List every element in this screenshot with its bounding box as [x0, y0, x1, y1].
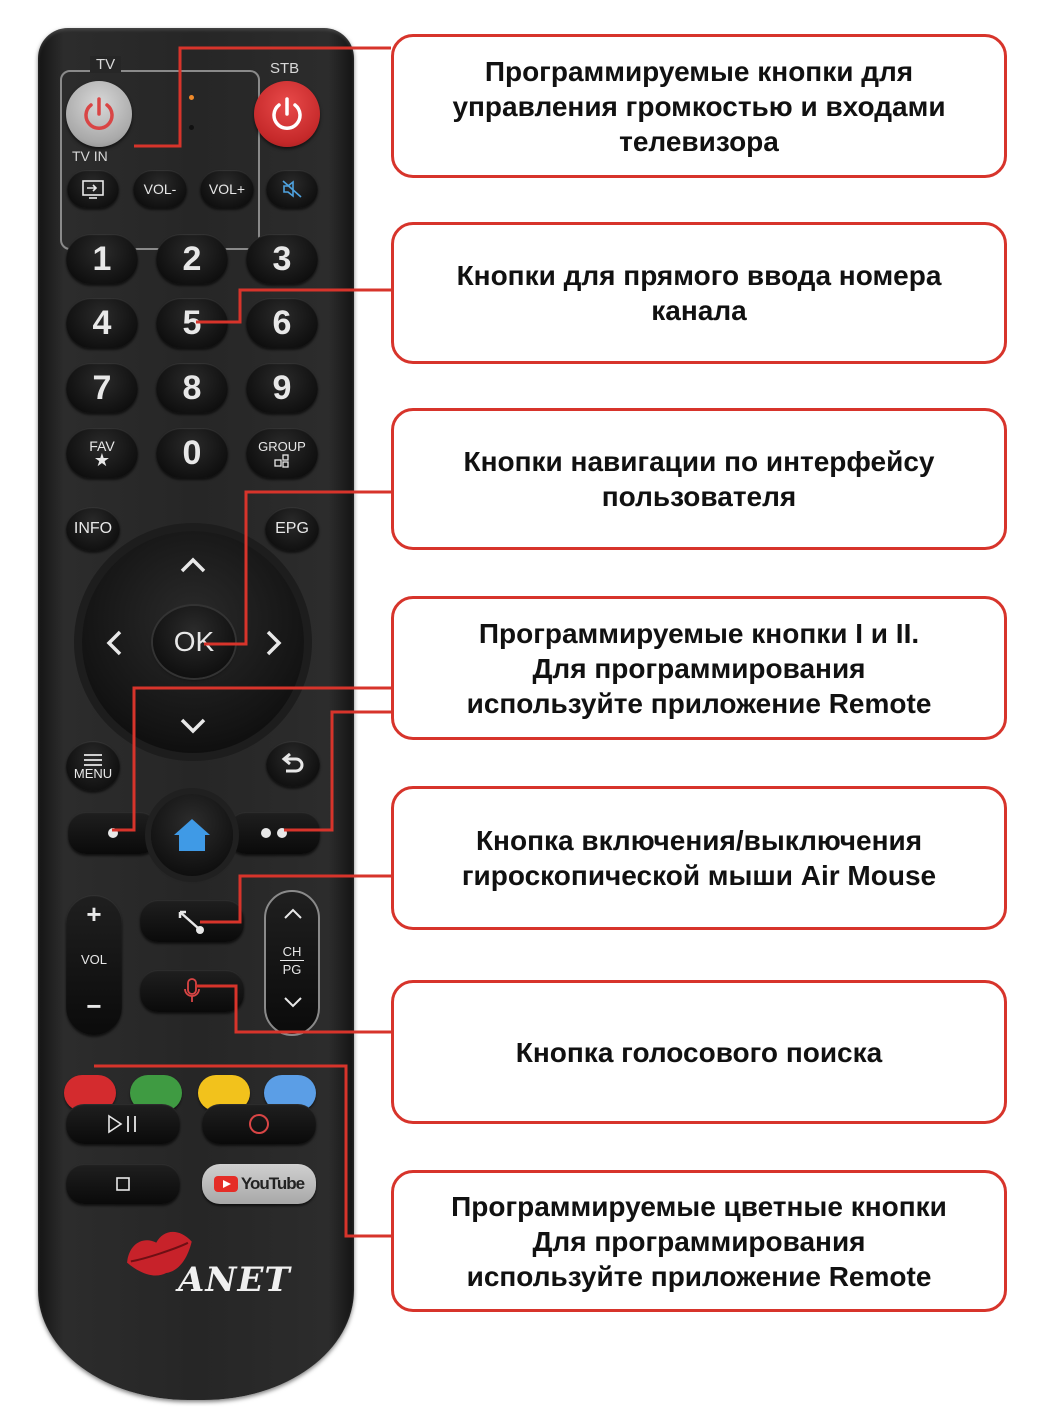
menu-icon — [82, 753, 104, 767]
number-8-button[interactable]: 8 — [156, 363, 228, 413]
number-2-button[interactable]: 2 — [156, 234, 228, 284]
left-arrow-icon[interactable] — [104, 628, 124, 658]
youtube-label: YouTube — [240, 1174, 305, 1193]
stop-icon — [114, 1175, 132, 1193]
callout-navigation — [391, 408, 1007, 550]
tv-power-button[interactable] — [66, 81, 132, 147]
number-5-button[interactable]: 5 — [156, 298, 228, 348]
tv-vol-minus-button[interactable]: VOL- — [133, 170, 187, 208]
youtube-button[interactable] — [202, 1164, 316, 1204]
double-dot-icon-second — [277, 828, 287, 838]
number-4-button[interactable]: 4 — [66, 298, 138, 348]
fav-label: FAV — [89, 438, 115, 454]
back-button[interactable] — [266, 741, 320, 787]
ch-label: CH — [282, 944, 302, 959]
air-mouse-icon — [172, 906, 212, 936]
epg-button[interactable]: EPG — [265, 507, 319, 551]
callout-air-mouse-text: Кнопка включения/выключения гироскопической мыши Air Mouse — [461, 825, 937, 891]
mute-icon — [281, 179, 303, 199]
channel-up-icon[interactable] — [282, 906, 304, 920]
down-arrow-icon[interactable] — [178, 716, 208, 736]
callout-color-buttons — [391, 1170, 1007, 1312]
menu-label: MENU — [73, 765, 113, 781]
callout-voice-search — [391, 980, 1007, 1124]
tv-input-button[interactable] — [67, 170, 119, 208]
dot-icon — [108, 828, 118, 838]
volume-rocker[interactable] — [66, 895, 122, 1035]
plus-icon[interactable]: + — [86, 899, 102, 929]
ch-pg-divider — [280, 960, 304, 961]
mute-button[interactable] — [266, 170, 318, 208]
home-button[interactable] — [151, 794, 233, 876]
channel-rocker[interactable] — [264, 890, 320, 1036]
record-icon — [247, 1112, 271, 1136]
youtube-play-icon — [214, 1175, 238, 1193]
callout-tv-controls-text: Программируемые кнопки для управления громкостью и входами телевизора — [452, 55, 946, 157]
home-icon — [172, 817, 212, 853]
status-led-dark — [189, 125, 194, 130]
stop-button[interactable] — [66, 1164, 180, 1204]
callout-color-buttons-text: Программируемые цветные кнопки Для программирования используйте приложение Remote — [451, 1190, 947, 1292]
programmable-button-1[interactable] — [68, 812, 158, 854]
ok-button[interactable]: OK — [153, 606, 235, 678]
vol-label: VOL — [80, 952, 107, 967]
callout-programmable-buttons-text: Программируемые кнопки I и II. Для программирования используйте приложение Remote — [466, 617, 932, 719]
info-button[interactable]: INFO — [66, 507, 120, 551]
number-3-button[interactable]: 3 — [246, 234, 318, 284]
minus-icon[interactable]: − — [86, 991, 102, 1021]
callout-tv-controls — [391, 34, 1007, 178]
power-icon — [254, 81, 320, 147]
programmable-button-2[interactable] — [228, 812, 320, 854]
tv-vol-plus-button[interactable]: VOL+ — [200, 170, 254, 208]
microphone-icon — [182, 976, 202, 1006]
callout-number-keys-text: Кнопки для прямого ввода номера канала — [456, 260, 942, 326]
status-led-orange — [189, 95, 194, 100]
group-icon — [274, 454, 290, 468]
voice-search-button[interactable] — [140, 970, 244, 1012]
number-7-button[interactable]: 7 — [66, 363, 138, 413]
double-dot-icon — [261, 828, 271, 838]
stb-power-button[interactable] — [254, 81, 320, 147]
number-9-button[interactable]: 9 — [246, 363, 318, 413]
group-label: GROUP — [258, 438, 306, 454]
pg-label: PG — [282, 962, 302, 977]
air-mouse-button[interactable] — [140, 900, 244, 942]
power-icon — [66, 81, 132, 147]
callout-number-keys — [391, 222, 1007, 364]
callout-programmable-buttons — [391, 596, 1007, 740]
channel-down-icon[interactable] — [282, 996, 304, 1010]
remote-control — [38, 28, 354, 1400]
play-pause-button[interactable] — [66, 1104, 180, 1144]
up-arrow-icon[interactable] — [178, 555, 208, 575]
fav-button[interactable] — [66, 428, 138, 478]
group-button[interactable] — [246, 428, 318, 478]
right-arrow-icon[interactable] — [264, 628, 284, 658]
number-0-button[interactable]: 0 — [156, 428, 228, 478]
back-icon — [280, 753, 306, 775]
brand-logo: ANET — [178, 1260, 291, 1300]
input-source-icon — [81, 179, 105, 199]
callout-voice-search-text: Кнопка голосового поиска — [515, 1036, 883, 1068]
tv-label: TV — [90, 56, 121, 73]
callout-air-mouse — [391, 786, 1007, 930]
callout-navigation-text: Кнопки навигации по интерфейсу пользователя — [463, 446, 935, 512]
number-1-button[interactable]: 1 — [66, 234, 138, 284]
stb-label: STB — [270, 60, 300, 77]
star-icon: ★ — [93, 450, 111, 470]
tv-in-label: TV IN — [72, 148, 108, 164]
play-pause-icon — [105, 1114, 141, 1134]
menu-button[interactable] — [66, 741, 120, 791]
record-button[interactable] — [202, 1104, 316, 1144]
number-6-button[interactable]: 6 — [246, 298, 318, 348]
